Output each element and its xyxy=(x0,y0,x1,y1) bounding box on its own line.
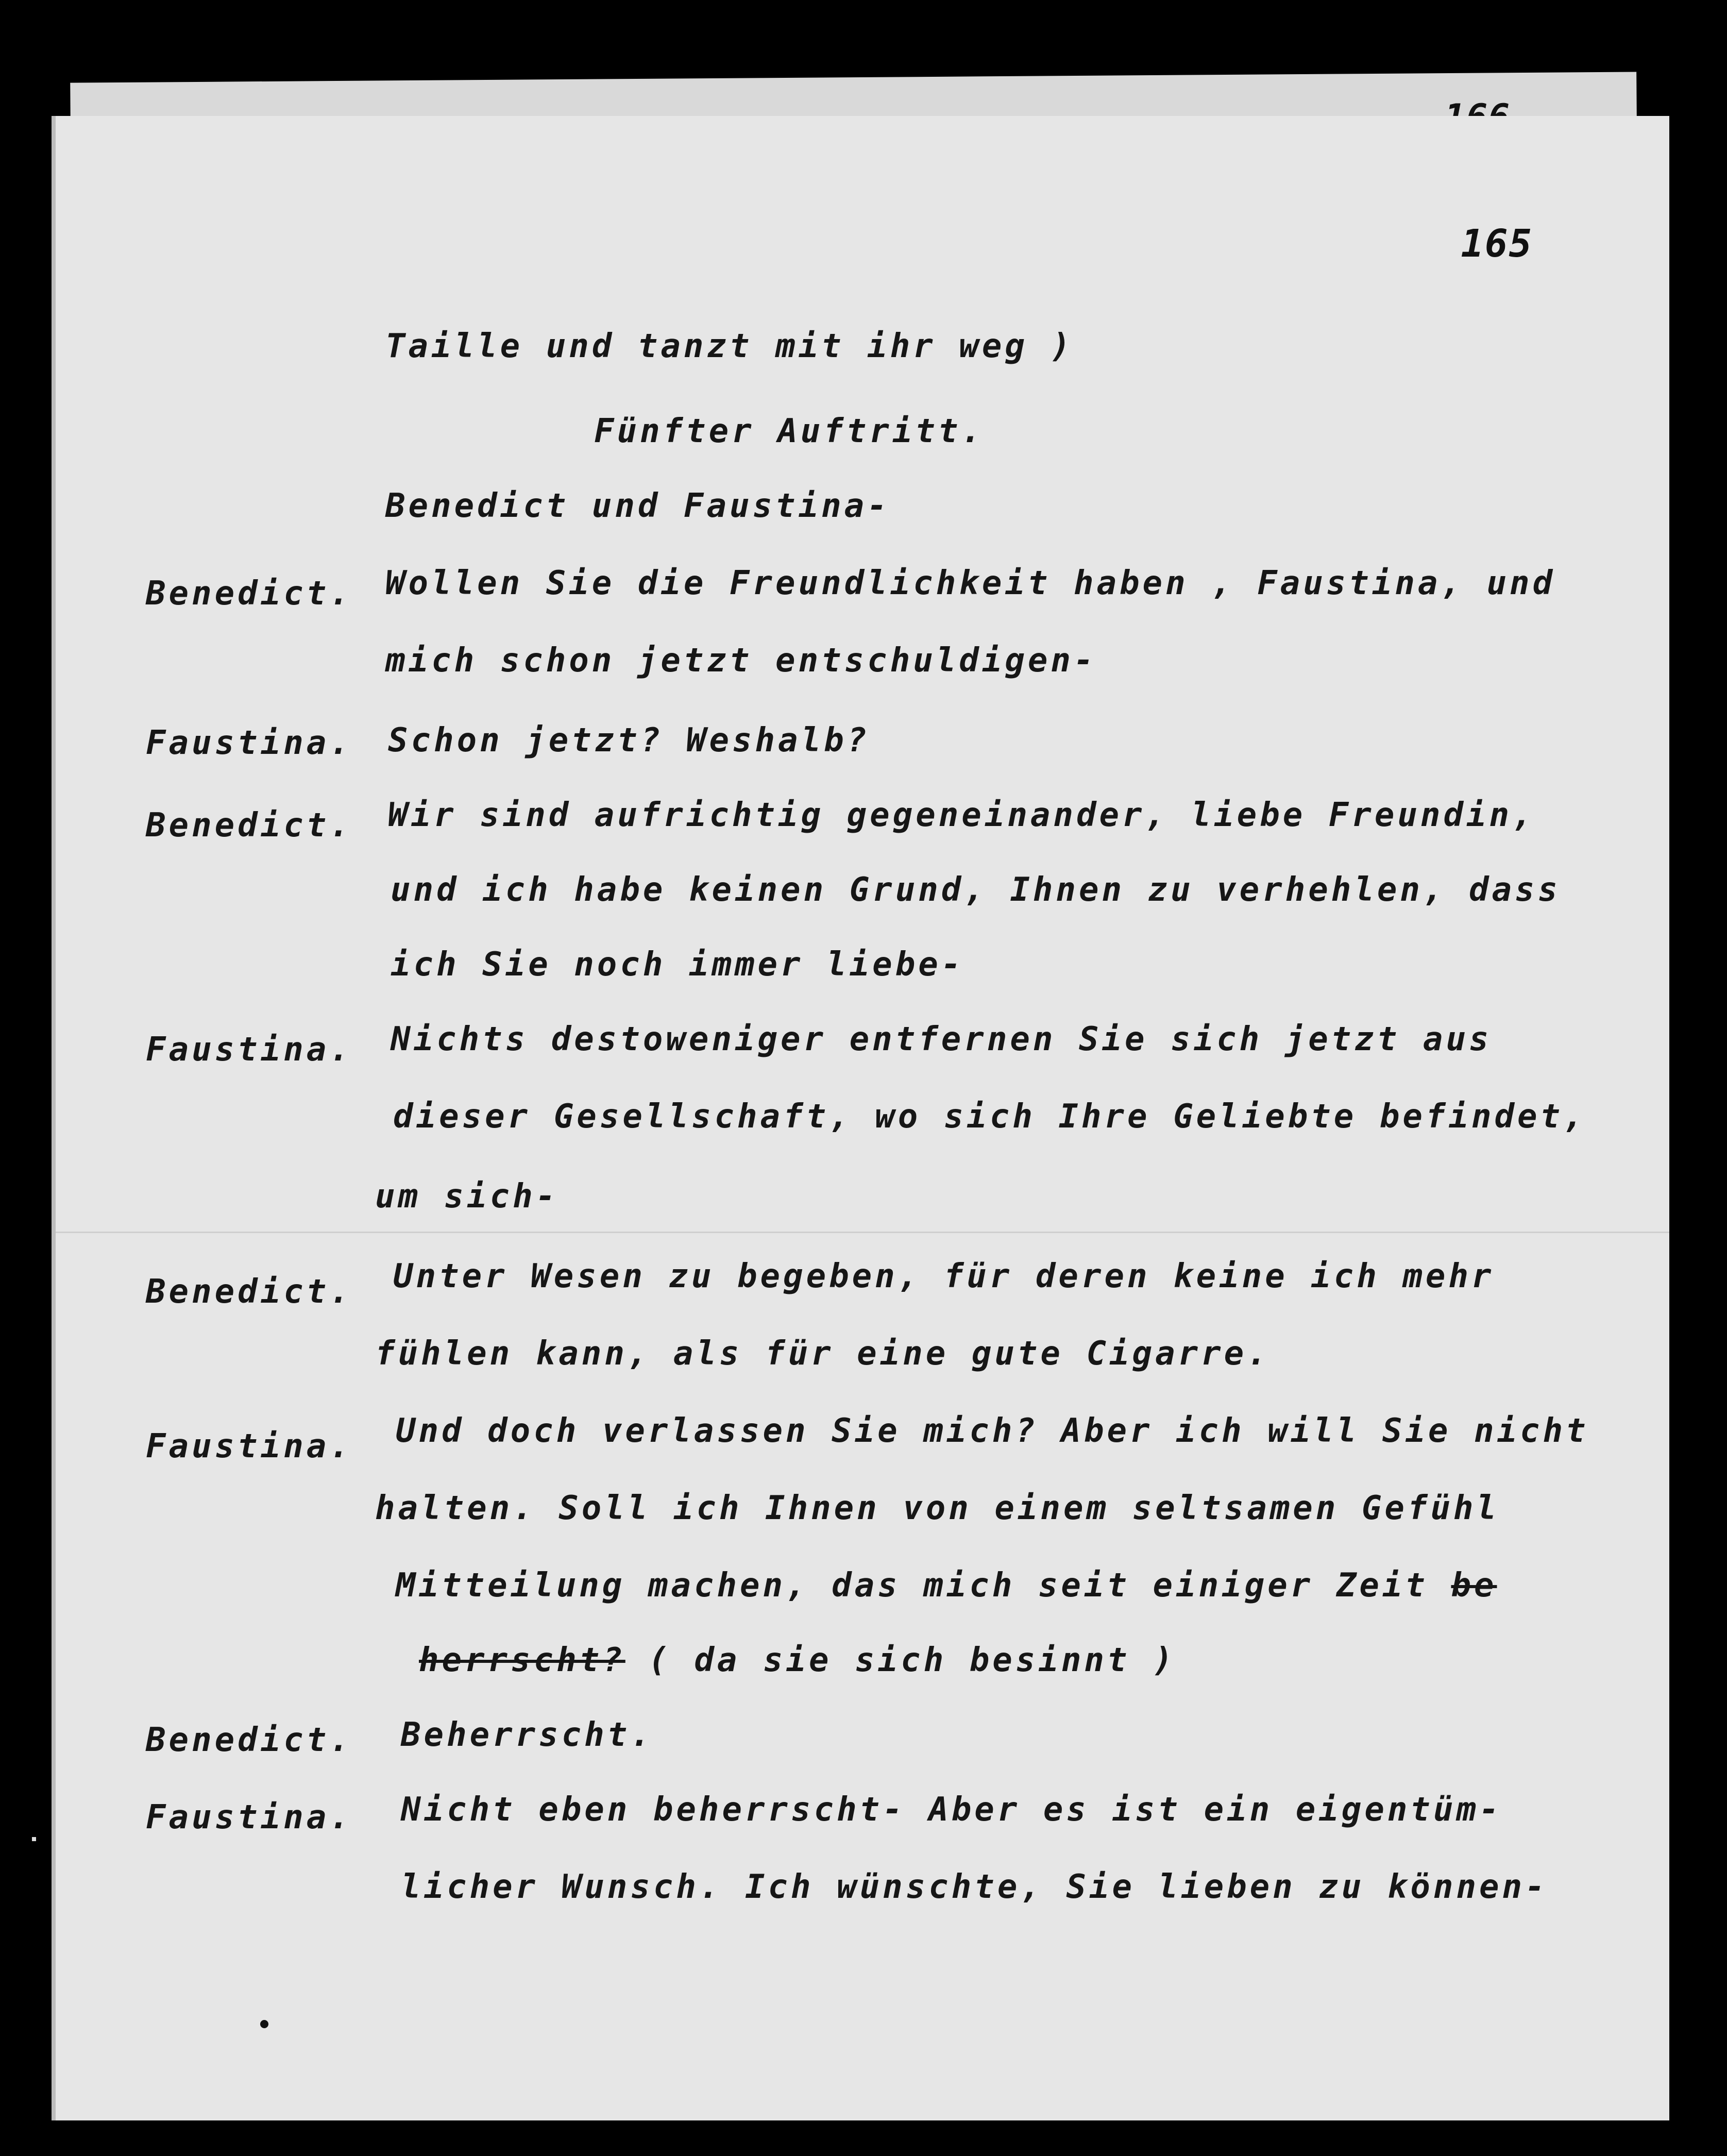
page-fold-line xyxy=(56,1232,1669,1233)
speaker-label: Faustina. xyxy=(146,1427,352,1466)
dialogue-line xyxy=(396,1567,1497,1605)
struck-through-text: herrscht? xyxy=(419,1641,625,1679)
speaker-label: Benedict. xyxy=(146,1721,352,1759)
speaker-label: Benedict. xyxy=(146,575,352,613)
dialogue-line xyxy=(419,1641,1176,1679)
dialogue-line: halten. Soll ich Ihnen von einem seltsamen Gefühl xyxy=(375,1489,1500,1527)
dialogue-line: und ich habe keinen Grund, Ihnen zu verhehlen, dass xyxy=(391,871,1561,909)
dialogue-line: fühlen kann, als für eine gute Cigarre. xyxy=(375,1335,1270,1373)
dialogue-line: ich Sie noch immer liebe- xyxy=(391,946,964,984)
typescript-page xyxy=(52,116,1669,2120)
struck-through-text: be xyxy=(1451,1567,1497,1605)
margin-mark xyxy=(32,1837,36,1841)
scene-characters: Benedict und Faustina- xyxy=(385,487,890,525)
speaker-label: Benedict. xyxy=(146,806,352,845)
speaker-label: Benedict. xyxy=(146,1273,352,1311)
stage-direction-line: Taille und tanzt mit ihr weg ) xyxy=(385,327,1074,365)
dialogue-line: licher Wunsch. Ich wünschte, Sie lieben zu können- xyxy=(401,1868,1548,1906)
speaker-label: Faustina. xyxy=(146,1798,352,1837)
dialogue-line: Schon jetzt? Weshalb? xyxy=(388,721,870,760)
dialogue-line: Und doch verlassen Sie mich? Aber ich will Sie nicht xyxy=(396,1412,1589,1450)
dialogue-line: Nichts destoweniger entfernen Sie sich jetzt aus xyxy=(391,1020,1492,1058)
dialogue-line: Beherrscht. xyxy=(401,1716,653,1754)
dialogue-line: um sich- xyxy=(375,1177,559,1216)
speaker-label: Faustina. xyxy=(146,724,352,762)
page-number: 165 xyxy=(1461,222,1533,266)
dialogue-line: Wollen Sie die Freundlichkeit haben , Faustina, und xyxy=(385,564,1556,602)
speaker-label: Faustina. xyxy=(146,1031,352,1069)
ink-dot xyxy=(260,2020,268,2028)
scene-heading: Fünfter Auftritt. xyxy=(594,412,985,450)
dialogue-line: Wir sind aufrichtig gegeneinander, liebe Freundin, xyxy=(388,796,1535,834)
dialogue-line: dieser Gesellschaft, wo sich Ihre Geliebte befindet, xyxy=(393,1098,1586,1136)
stage-direction: ( da sie sich besinnt ) xyxy=(625,1641,1176,1679)
dialogue-line: mich schon jetzt entschuldigen- xyxy=(385,642,1097,680)
dialogue-line: Unter Wesen zu begeben, für deren keine ich mehr xyxy=(393,1257,1495,1295)
dialogue-text: Mitteilung machen, das mich seit einiger Zeit xyxy=(396,1567,1451,1605)
dialogue-line: Nicht eben beherrscht- Aber es ist ein eigentüm- xyxy=(401,1791,1502,1829)
